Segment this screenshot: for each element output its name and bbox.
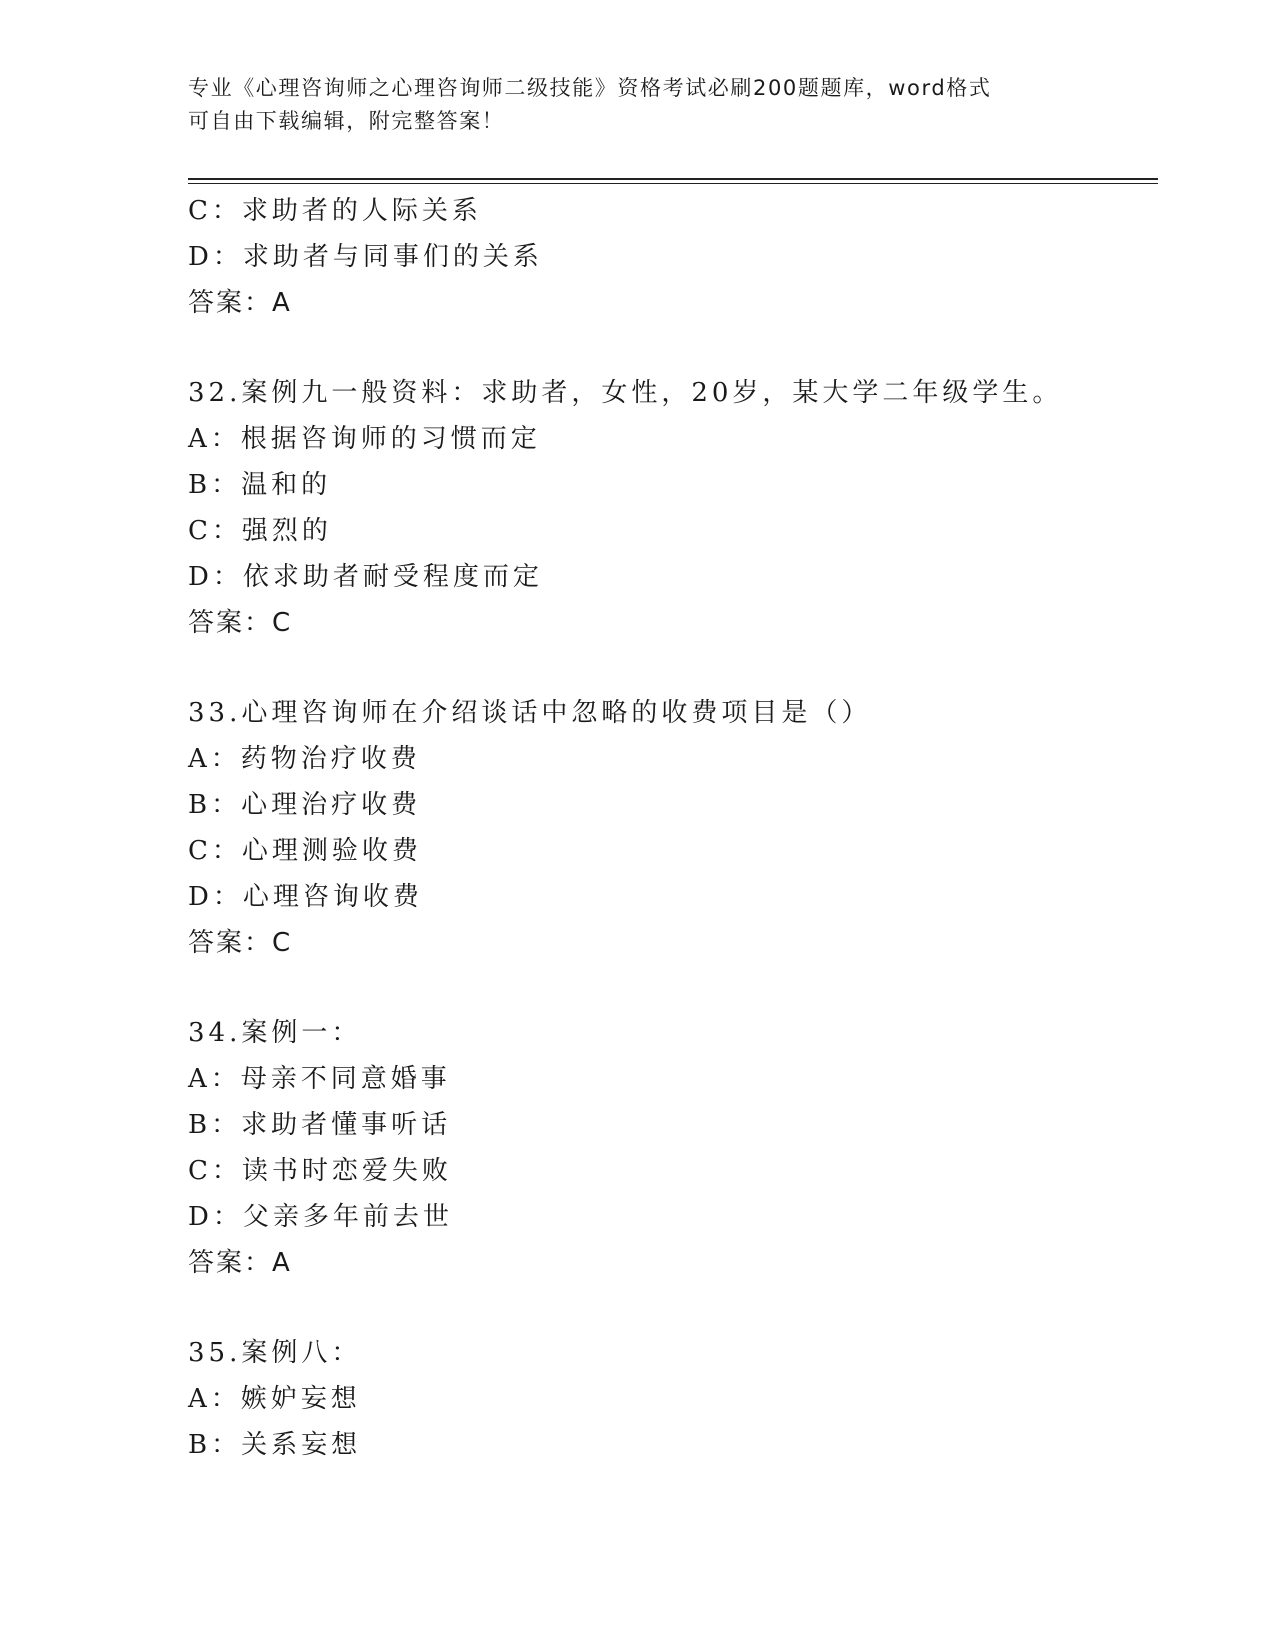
option-b: B：关系妄想 bbox=[188, 1430, 362, 1460]
question-block bbox=[188, 188, 1158, 326]
page-header bbox=[188, 72, 1088, 138]
question-text: 34.案例一： bbox=[188, 1018, 362, 1048]
option-b: B：心理治疗收费 bbox=[188, 790, 422, 820]
option-c: C：读书时恋爱失败 bbox=[188, 1156, 452, 1186]
question-text: 33.心理咨询师在介绍谈话中忽略的收费项目是（） bbox=[188, 698, 872, 728]
option-c: C：求助者的人际关系 bbox=[188, 196, 482, 226]
answer-line: 答案：A bbox=[188, 288, 292, 318]
answer-line: 答案：A bbox=[188, 1248, 292, 1278]
question-text: 32.案例九一般资料：求助者，女性，20岁，某大学二年级学生。 bbox=[188, 378, 1063, 408]
header-line-1: 专业《心理咨询师之心理咨询师二级技能》资格考试必刷200题题库，word格式 bbox=[188, 76, 992, 100]
question-block bbox=[188, 690, 1158, 966]
answer-line: 答案：C bbox=[188, 928, 293, 958]
question-list bbox=[188, 188, 1158, 1468]
question-text: 35.案例八： bbox=[188, 1338, 362, 1368]
option-d: D：父亲多年前去世 bbox=[188, 1202, 453, 1232]
question-block bbox=[188, 1330, 1158, 1468]
header-divider-thin bbox=[188, 183, 1158, 184]
answer-line: 答案：C bbox=[188, 608, 293, 638]
option-c: C：心理测验收费 bbox=[188, 836, 422, 866]
option-a: A：药物治疗收费 bbox=[188, 744, 421, 774]
option-a: A：根据咨询师的习惯而定 bbox=[188, 424, 541, 454]
question-block bbox=[188, 1010, 1158, 1286]
header-divider-thick bbox=[188, 178, 1158, 180]
option-d: D：心理咨询收费 bbox=[188, 882, 423, 912]
option-c: C：强烈的 bbox=[188, 516, 332, 546]
option-d: D：求助者与同事们的关系 bbox=[188, 242, 543, 272]
option-a: A：嫉妒妄想 bbox=[188, 1384, 361, 1414]
option-d: D：依求助者耐受程度而定 bbox=[188, 562, 543, 592]
option-b: B：温和的 bbox=[188, 470, 332, 500]
header-line-2: 可自由下载编辑，附完整答案！ bbox=[188, 109, 505, 133]
option-b: B：求助者懂事听话 bbox=[188, 1110, 452, 1140]
option-a: A：母亲不同意婚事 bbox=[188, 1064, 451, 1094]
question-block bbox=[188, 370, 1158, 646]
